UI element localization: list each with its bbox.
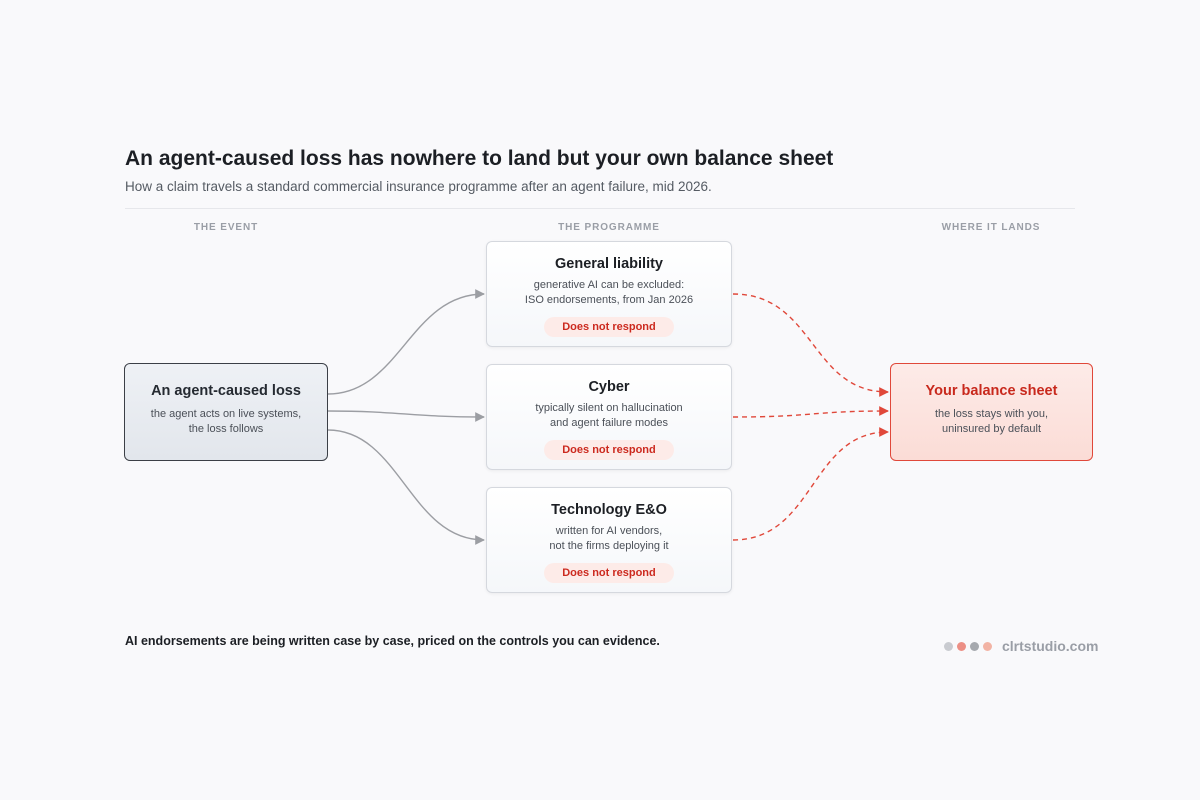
outcome-node-title: Your balance sheet: [925, 383, 1058, 399]
column-header-lands: WHERE IT LANDS: [941, 222, 1041, 233]
connector-event-to-cyber: [328, 411, 484, 417]
programme-node-cyber: [486, 364, 732, 470]
connector-cyber-to-sheet: [733, 411, 888, 417]
programme-node-title: Technology E&O: [551, 502, 667, 518]
page-title: An agent-caused loss has nowhere to land but your own balance sheet: [125, 147, 834, 170]
status-badge: Does not respond: [544, 317, 674, 337]
status-badge: Does not respond: [544, 440, 674, 460]
outcome-node-balance-sheet: [890, 363, 1093, 461]
connector-tech-eo-to-sheet: [733, 432, 888, 540]
brand-dot-icon: [944, 642, 953, 651]
footnote: AI endorsements are being written case by case, priced on the controls you can evidence.: [125, 634, 660, 648]
programme-node-general-liability: [486, 241, 732, 347]
brand-mark: [944, 638, 1098, 654]
brand-dot-icon: [970, 642, 979, 651]
column-header-event: THE EVENT: [193, 222, 259, 233]
programme-node-description: written for AI vendors, not the firms deploying it: [549, 525, 669, 552]
brand-dot-icon: [983, 642, 992, 651]
event-node-description: the agent acts on live systems, the loss follows: [150, 408, 302, 435]
brand-dot-icon: [957, 642, 966, 651]
column-header-programme: THE PROGRAMME: [558, 222, 660, 233]
programme-node-description: typically silent on hallucination and agent failure modes: [535, 402, 683, 429]
page-subtitle: How a claim travels a standard commercial insurance programme after an agent failure, mid 2026.: [125, 179, 712, 194]
status-badge: Does not respond: [544, 563, 674, 583]
event-node-title: An agent-caused loss: [151, 383, 301, 399]
outcome-node-description: the loss stays with you, uninsured by default: [934, 408, 1049, 435]
connector-event-to-general-liability: [328, 294, 484, 394]
programme-node-title: Cyber: [588, 379, 630, 395]
connector-event-to-tech-eo: [328, 430, 484, 540]
event-node: [124, 363, 328, 461]
programme-node-title: General liability: [555, 256, 663, 272]
brand-name: clrtstudio.com: [1002, 638, 1099, 654]
programme-node-description: generative AI can be excluded: ISO endorsements, from Jan 2026: [524, 279, 694, 306]
connector-general-liability-to-sheet: [733, 294, 888, 392]
programme-node-tech-eo: [486, 487, 732, 593]
